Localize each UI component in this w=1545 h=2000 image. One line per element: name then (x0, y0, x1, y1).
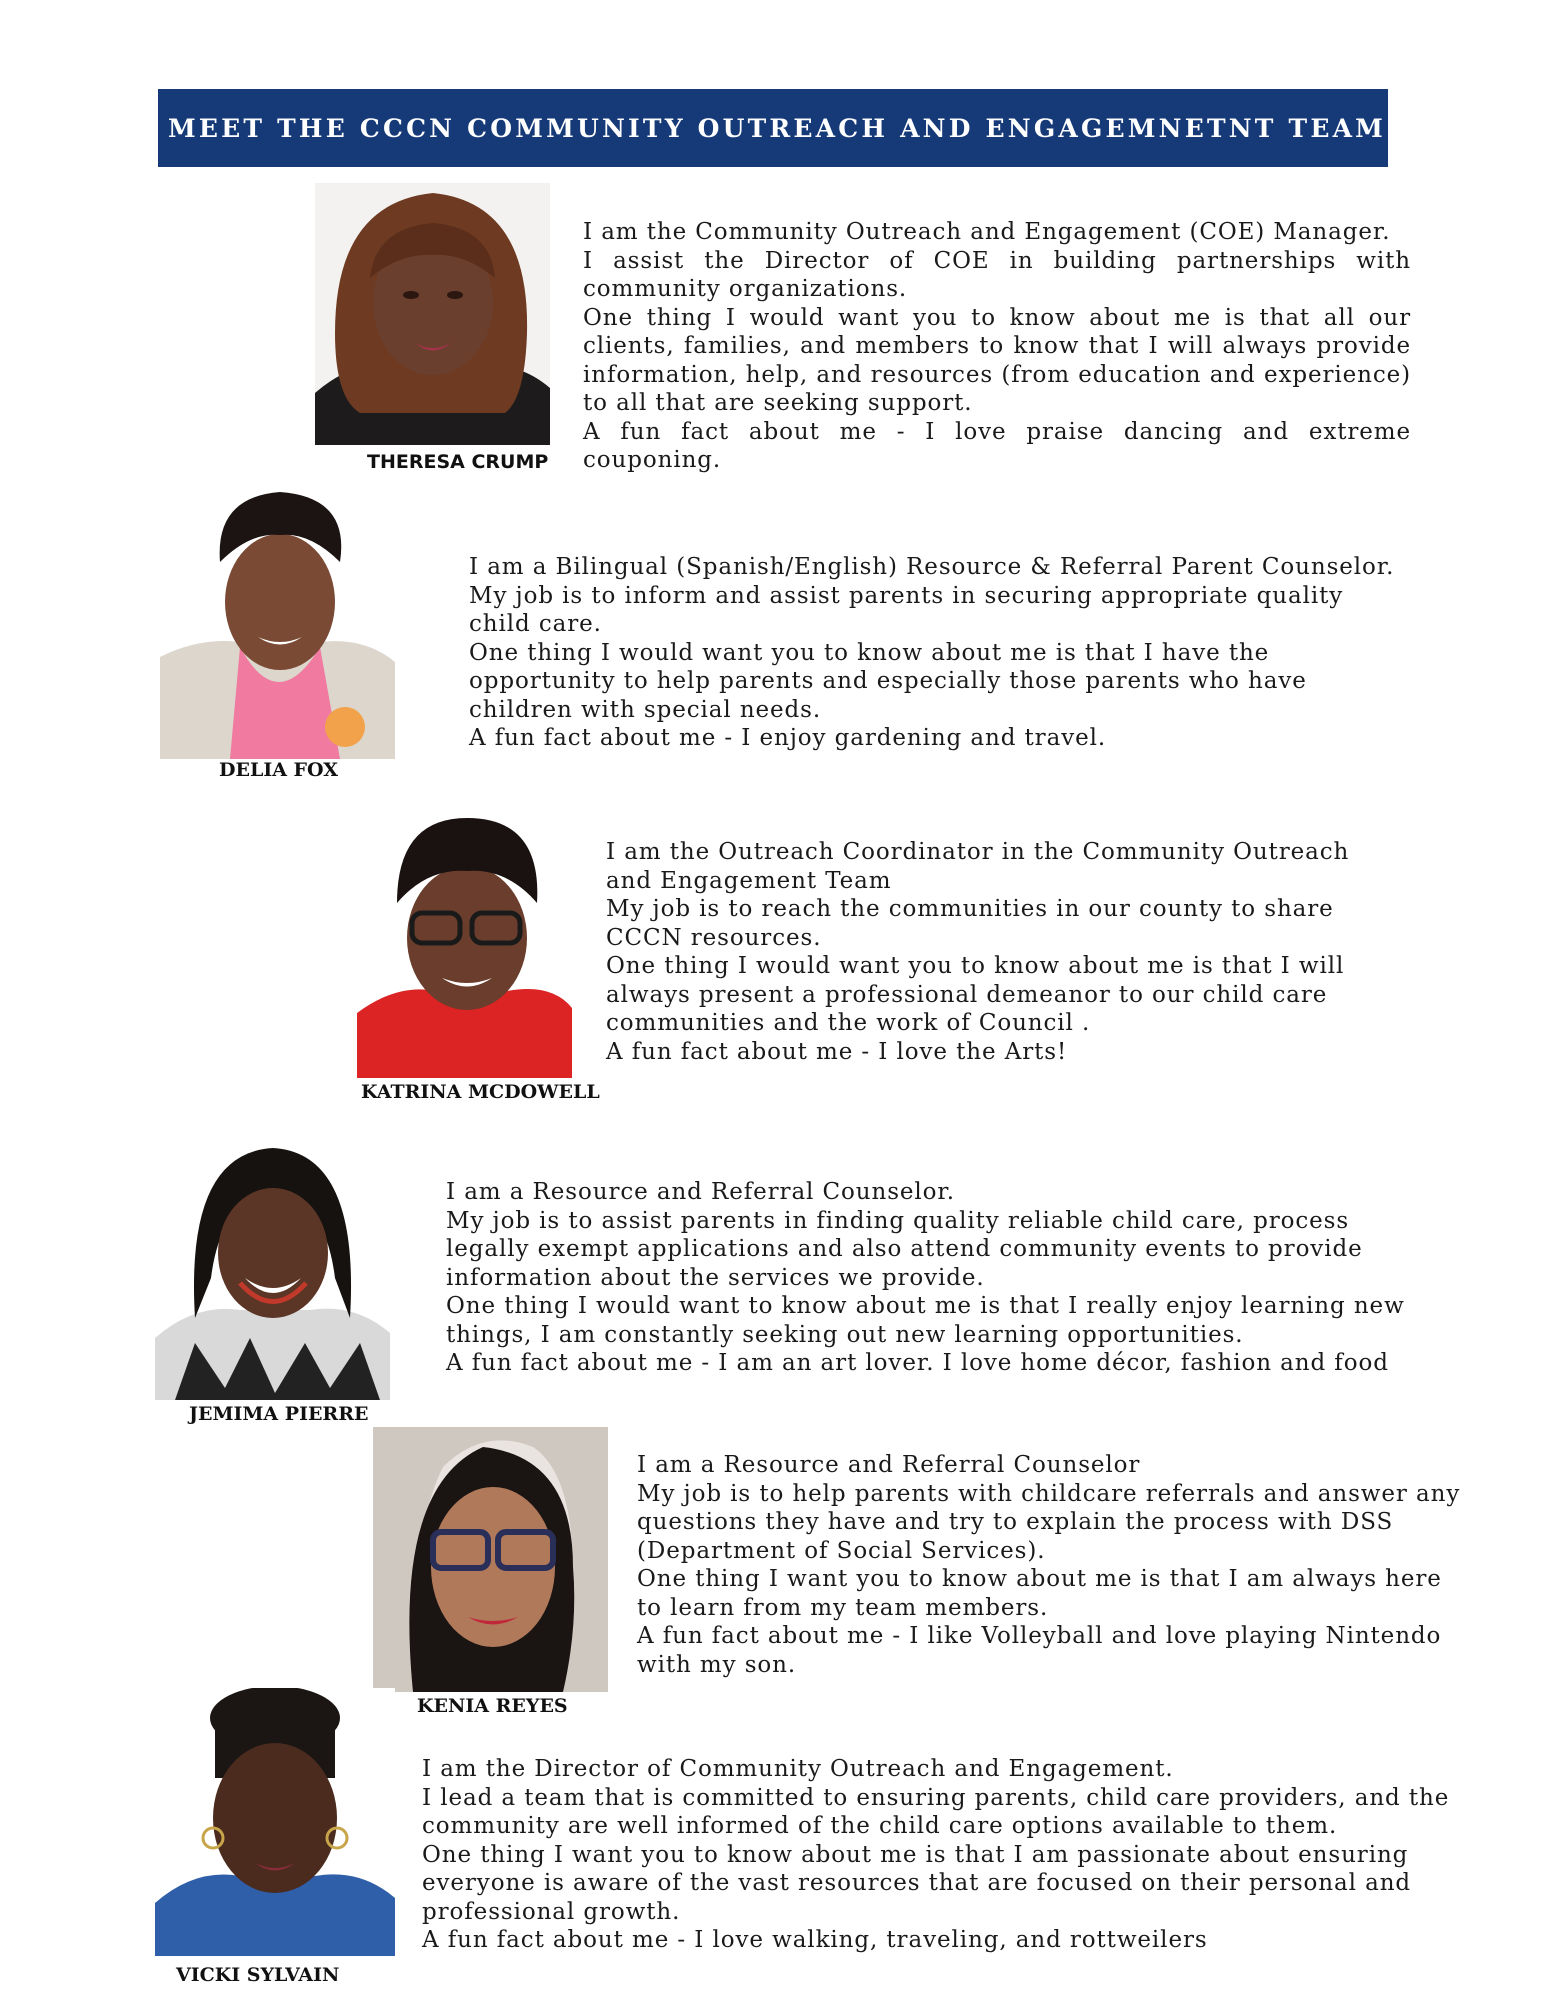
member-photo-jemima-pierre (155, 1138, 390, 1400)
bio-role: I am a Bilingual (Spanish/English) Resource & Referral Parent Counselor. (469, 554, 1395, 580)
bio-one-thing: One thing I would want to know about me is that I really enjoy learning new things, I am constantly seeking out new learning opportunities. (446, 1293, 1405, 1348)
bio-fun-fact: A fun fact about me - I love praise dancing and extreme couponing. (583, 418, 1411, 473)
member-name: DELIA FOX (219, 759, 339, 781)
member-bio (422, 1755, 1472, 1955)
member-bio (583, 218, 1411, 475)
bio-fun-fact: A fun fact about me - I like Volleyball and love playing Nintendo with my son. (637, 1623, 1442, 1678)
page-title: MEET THE CCCN COMMUNITY OUTREACH AND ENGAGEMNETNT TEAM (168, 113, 1387, 143)
member-name: THERESA CRUMP (367, 451, 549, 473)
member-bio (446, 1178, 1436, 1378)
bio-role: I am a Resource and Referral Counselor (637, 1452, 1141, 1478)
member-photo-vicki-sylvain (155, 1688, 395, 1956)
member-photo-theresa-crump (315, 183, 550, 445)
bio-job: I lead a team that is committed to ensuring parents, child care providers, and the community are well informed of the child care options available to them. (422, 1784, 1450, 1839)
member-photo-delia-fox (160, 487, 395, 759)
bio-role: I am a Resource and Referral Counselor. (446, 1179, 955, 1205)
title-banner (158, 89, 1388, 167)
bio-one-thing: One thing I want you to know about me is that I am always here to learn from my team members. (637, 1566, 1442, 1621)
member-bio (606, 838, 1386, 1066)
bio-role: I am the Outreach Coordinator in the Community Outreach and Engagement Team (606, 839, 1350, 894)
bio-job: My job is to inform and assist parents in securing appropriate quality child care. (469, 582, 1344, 637)
member-name: JEMIMA PIERRE (189, 1403, 369, 1425)
member-name: KENIA REYES (417, 1695, 568, 1717)
bio-one-thing: One thing I would want you to know about me is that all our clients, families, and members to know that I will always provide information, help, and resources (from education and experience) to all that are seeking support. (583, 304, 1411, 416)
bio-role: I am the Director of Community Outreach and Engagement. (422, 1756, 1174, 1782)
member-name: VICKI SYLVAIN (176, 1964, 340, 1986)
bio-one-thing: One thing I would want you to know about me is that I will always present a professional demeanor to our child care communities and the work of Council . (606, 953, 1345, 1036)
bio-one-thing: One thing I want you to know about me is that I am passionate about ensuring everyone is aware of the vast resources that are focused on their personal and professional growth. (422, 1841, 1412, 1925)
member-name: KATRINA MCDOWELL (361, 1081, 600, 1103)
bio-role: I am the Community Outreach and Engagement (COE) Manager. (583, 219, 1391, 245)
bio-fun-fact: A fun fact about me - I love walking, traveling, and rottweilers (422, 1927, 1208, 1953)
member-bio (469, 553, 1419, 753)
bio-job: My job is to assist parents in finding quality reliable child care, process legally exempt applications and also attend community events to provide information about the services we provide. (446, 1207, 1363, 1291)
bio-fun-fact: A fun fact about me - I enjoy gardening and travel. (469, 725, 1107, 751)
bio-fun-fact: A fun fact about me - I love the Arts! (606, 1038, 1068, 1065)
bio-job: My job is to help parents with childcare referrals and answer any questions they have and try to explain the process with DSS (Department of Social Services). (637, 1480, 1461, 1564)
member-photo-katrina-mcdowell (357, 813, 572, 1078)
member-bio (637, 1451, 1467, 1679)
bio-job: My job is to reach the communities in our county to share CCCN resources. (606, 896, 1334, 951)
member-photo-kenia-reyes (373, 1427, 608, 1692)
bio-fun-fact: A fun fact about me - I am an art lover. I love home décor, fashion and food (446, 1350, 1389, 1376)
bio-one-thing: One thing I would want you to know about me is that I have the opportunity to help parents and especially those parents who have children with special needs. (469, 639, 1307, 723)
bio-job: I assist the Director of COE in building partnerships with community organizations. (583, 247, 1411, 302)
